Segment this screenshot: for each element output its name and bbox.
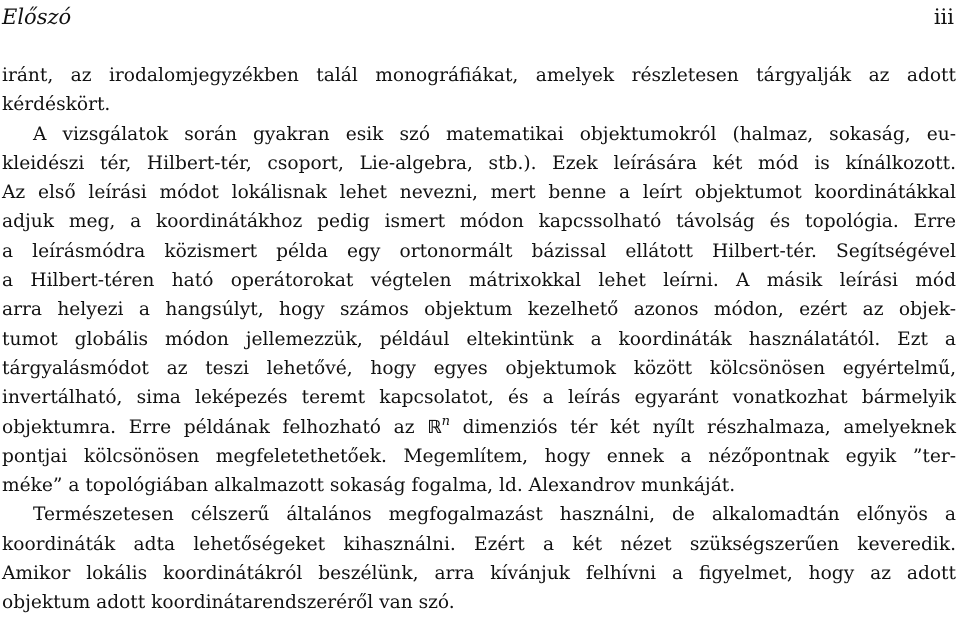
text-segment: dimenziós tér két nyílt részhalmaza, amelyeknek [449,416,957,438]
text-line: méke” a topológiában alkalmazott sokaság fogalma, ld. Alexandrov munkáját. [2,475,736,497]
text-line: iránt, az irodalomjegyzékben talál monográfiákat, amelyek részletesen tárgyalják az adott [2,65,956,86]
text-line: Amikor lokális koordinátákról beszélünk, arra kívánjuk felhívni a figyelmet, hogy az adott [2,563,956,585]
text-line: objektum adott koordinátarendszeréről van szó. [2,592,455,614]
text-line: a Hilbert-téren ható operátorokat végtelen mátrixokkal lehet leírni. A másik leírási mód [2,270,956,292]
text-line: arra helyezi a hangsúlyt, hogy számos objektum kezelhető azonos módon, ezért az objek- [2,299,956,321]
text-line: adjuk meg, a koordinátákhoz pedig ismert módon kapcssolható távolság és topológia. Erre [2,211,956,233]
text-line: koordináták adta lehetőségeket kihasználni. Ezért a két nézet szükségszerűen keveredik. [2,533,956,555]
real-numbers-symbol: ℝ [427,416,442,438]
text-line: a leírásmódra közismert példa egy ortonormált bázissal ellátott Hilbert-tér. Segítségével [2,240,956,262]
text-line: tárgyalásmódot az teszi lehetővé, hogy egyes objektumok között kölcsönösen egyértelmű, [2,357,956,379]
text-line: Az első leírási módot lokálisnak lehet nevezni, mert benne a leírt objektumot koordinátákkal [2,182,956,204]
text-line: tumot globális módon jellemezzük, például eltekintünk a koordináták használatától. Ezt a [2,328,956,350]
page-number: iii [933,5,954,29]
text-line: kleidészi tér, Hilbert-tér, csoport, Lie-algebra, stb.). Ezek leírására két mód is kínálkozott. [2,152,956,174]
body-text [2,61,956,618]
superscript-n: n [441,413,450,429]
text-segment: objektumra. Erre példának felhozható az [2,416,428,438]
chapter-title: Előszó [2,5,72,29]
text-line: invertálható, sima leképezés teremt kapcsolatot, és a leírás egyaránt vonatkozhat bármelyik [2,387,956,409]
text-line: Természetesen célszerű általános megfogalmazást használni, de alkalomadtán előnyös a [33,504,956,526]
text-line: kérdéskört. [2,94,111,116]
text-line: A vizsgálatok során gyakran esik szó matematikai objektumokról (halmaz, sokaság, eu- [33,123,956,145]
running-header [2,2,954,32]
text-line [2,413,956,442]
text-line: pontjai kölcsönösen megfeletethetőek. Megemlítem, hogy ennek a nézőpontnak egyik ”ter- [2,445,956,467]
